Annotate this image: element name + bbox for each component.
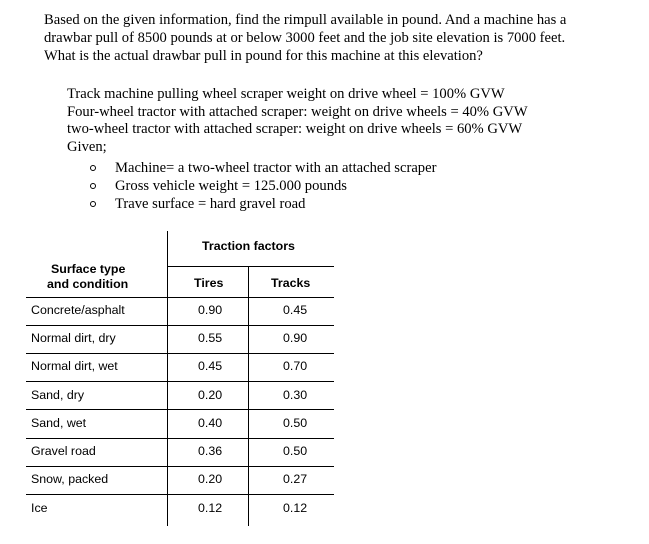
row-tracks: 0.50: [283, 416, 308, 430]
table-hrule: [167, 266, 334, 267]
row-tires: 0.40: [198, 416, 223, 430]
given-item: [88, 195, 436, 213]
row-tires: 0.12: [198, 501, 223, 515]
row-surface: Concrete/asphalt: [31, 303, 125, 317]
row-tires: 0.20: [198, 472, 223, 486]
surface-header-line1: Surface type: [51, 262, 126, 276]
question-line: drawbar pull of 8500 pounds at or below 3000 feet and the job site elevation is 7000 feet.: [44, 30, 566, 46]
table-vrule: [248, 266, 249, 526]
info-line: two-wheel tractor with attached scraper: weight on drive wheels = 60% GVW: [67, 121, 523, 137]
row-tracks: 0.12: [283, 501, 308, 515]
row-tires: 0.36: [198, 444, 223, 458]
question-line: What is the actual drawbar pull in pound for this machine at this elevation?: [44, 48, 483, 64]
group-header: Traction factors: [202, 239, 295, 253]
given-item: [88, 159, 436, 177]
row-tracks: 0.70: [283, 359, 308, 373]
info-line: Four-wheel tractor with attached scraper: weight on drive wheels = 40% GVW: [67, 103, 528, 120]
table-hrule: [26, 494, 334, 495]
table-hrule: [26, 325, 334, 326]
row-surface: Sand, wet: [31, 416, 87, 430]
given-list: [88, 159, 436, 213]
col-header-tires: Tires: [194, 276, 224, 290]
question-text: [44, 11, 644, 65]
row-tracks: 0.27: [283, 472, 308, 486]
info-line: Track machine pulling wheel scraper weight on drive wheel = 100% GVW: [67, 86, 505, 102]
given-item-text: Gross vehicle weight = 125.000 pounds: [115, 178, 347, 194]
surface-header-line2: and condition: [47, 277, 129, 291]
given-item-text: Trave surface = hard gravel road: [115, 196, 306, 212]
row-tracks: 0.45: [283, 303, 308, 317]
bullet-circle-icon: [90, 201, 96, 207]
bullet-circle-icon: [90, 165, 96, 171]
table-hrule: [26, 466, 334, 467]
row-tires: 0.45: [198, 359, 223, 373]
table-hrule: [26, 353, 334, 354]
row-surface: Normal dirt, dry: [31, 331, 116, 345]
table-vrule: [167, 231, 168, 526]
question-line: Based on the given information, find the rimpull available in pound. And a machine has a: [44, 12, 567, 28]
row-tracks: 0.30: [283, 388, 308, 402]
row-surface: Gravel road: [31, 444, 96, 458]
row-tracks: 0.50: [283, 444, 308, 458]
col-header-tracks: Tracks: [271, 276, 311, 290]
info-line: Given;: [67, 138, 107, 155]
row-surface: Sand, dry: [31, 388, 85, 402]
row-tires: 0.90: [198, 303, 223, 317]
given-item: [88, 177, 436, 195]
row-tires: 0.55: [198, 331, 223, 345]
traction-table: [26, 231, 334, 526]
row-surface: Ice: [31, 501, 48, 515]
table-hrule: [26, 381, 334, 382]
row-tracks: 0.90: [283, 331, 308, 345]
bullet-circle-icon: [90, 183, 96, 189]
row-tires: 0.20: [198, 388, 223, 402]
row-surface: Snow, packed: [31, 472, 109, 486]
given-item-text: Machine= a two-wheel tractor with an attached scraper: [115, 160, 437, 176]
table-hrule: [26, 297, 334, 298]
info-block: [67, 86, 528, 156]
table-hrule: [26, 438, 334, 439]
table-hrule: [26, 409, 334, 410]
row-surface: Normal dirt, wet: [31, 359, 118, 373]
